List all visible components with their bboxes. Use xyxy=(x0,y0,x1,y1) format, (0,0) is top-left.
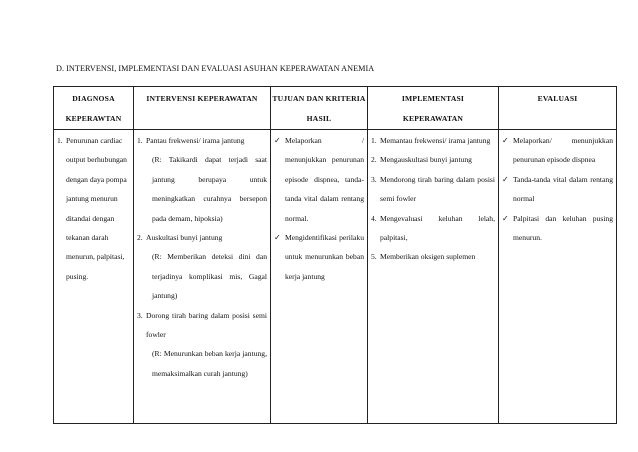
nursing-care-table xyxy=(53,86,617,424)
list-item: 3. Mendorong tirah baring dalam posisi semi fowler xyxy=(371,174,495,204)
check-icon: ✓ xyxy=(502,213,509,223)
header-diagnosa: DIAGNOSA KEPERAWTAN xyxy=(54,87,134,130)
list-item: ✓ Melaporkan/ menunjukkan penurunan episode dispnea xyxy=(502,131,613,170)
list-item: ✓ Palpitasi dan keluhan pusing menurun. xyxy=(502,209,613,248)
cell-diagnosa xyxy=(54,130,134,424)
list-item: 1. Memantau frekwensi/ irama jantung xyxy=(371,136,491,145)
check-icon: ✓ xyxy=(502,174,509,184)
cell-tujuan xyxy=(271,130,368,424)
table-row xyxy=(54,130,617,424)
list-item: 5. Memberikan oksigen suplemen xyxy=(371,252,476,262)
list-item: 1. Penurunan cardiac output berhubungan dengan daya pompa jantung menurun ditandai dengan tekanan darah menurun, palpitasi, pusing. xyxy=(57,136,127,281)
table-header-row xyxy=(54,87,617,130)
check-icon: ✓ xyxy=(502,136,509,145)
header-evaluasi: EVALUASI xyxy=(499,87,617,130)
section-heading: D. INTERVENSI, IMPLEMENTASI DAN EVALUASI ASUHAN KEPERAWATAN ANEMIA xyxy=(56,64,375,73)
check-icon: ✓ xyxy=(274,233,281,243)
cell-evaluasi xyxy=(499,130,617,424)
list-item: 3. Dorong tirah baring dalam posisi semi fowler (R: Menurunkan beban kerja jantung, memaksimalkan curah jantung) xyxy=(137,310,267,378)
header-tujuan: TUJUAN DAN KRITERIA HASIL xyxy=(271,87,368,130)
cell-implementasi xyxy=(368,130,499,424)
list-item: 1. Pantau frekwensi/ irama jantung (R: Takikardi dapat terjadi saat jantung berupaya untuk meningkatkan curahnya bersepon pada demam, hipoksia) xyxy=(137,136,267,223)
cell-intervensi xyxy=(134,130,271,424)
header-implementasi: IMPLEMENTASI KEPERAWATAN xyxy=(368,87,499,130)
list-item: ✓ Mengidentifikasi perilaku untuk menurunkan beban kerja jantung xyxy=(274,228,364,286)
list-item: ✓ Tanda-tanda vital dalam rentang normal xyxy=(502,170,613,209)
list-item: 2. Mengauskultasi bunyi jantung xyxy=(371,155,472,165)
list-item: 4. Mengevaluasi keluhan lelah, palpitasi, xyxy=(371,213,495,243)
check-icon: ✓ xyxy=(274,136,281,145)
list-item: 2. Auskultasi bunyi jantung (R: Memberikan deteksi dini dan terjadinya komplikasi mis, Gagal jantung) xyxy=(137,233,267,301)
header-intervensi: INTERVENSI KEPERAWATAN xyxy=(134,87,271,130)
list-item: ✓ Melaporkan / menunjukkan penurunan episode dispnea, tanda-tanda vital dalam rentang normal. xyxy=(274,131,364,228)
